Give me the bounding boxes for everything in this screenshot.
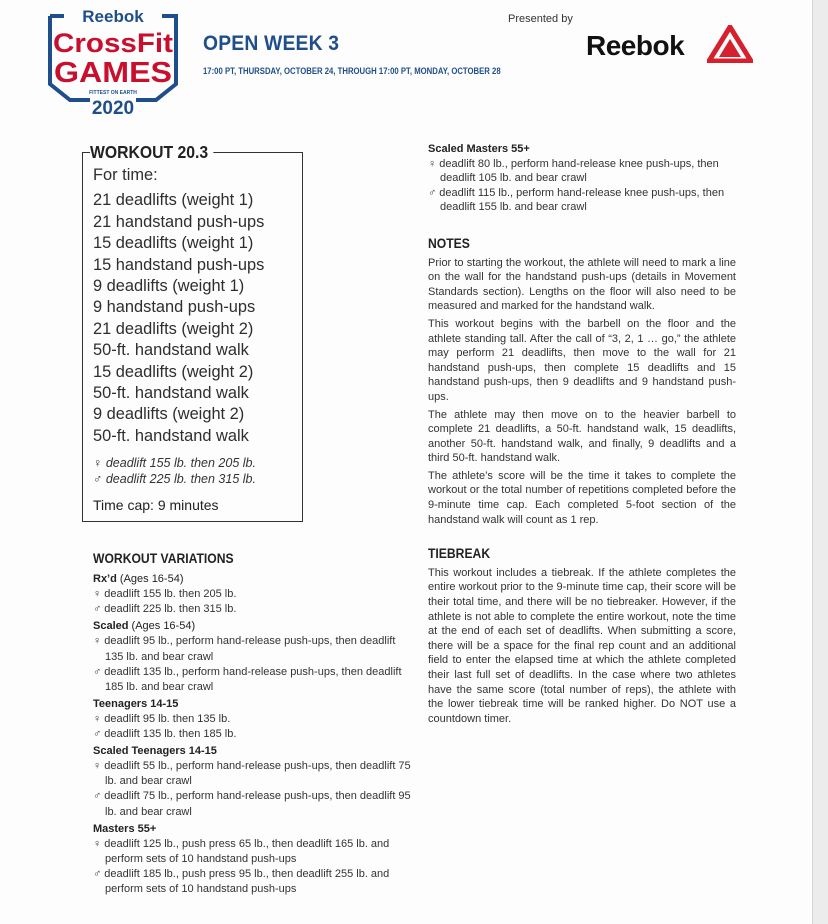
variation-heading: Masters 55+	[93, 822, 157, 835]
notes-title: NOTES	[428, 235, 470, 251]
variation-line: ♀ deadlift 80 lb., perform hand-release knee push-ups, then deadlift 105 lb. and bear crawl	[428, 157, 719, 185]
workout-line: 50-ft. handstand walk	[93, 384, 249, 403]
svg-text:Reebok: Reebok	[82, 8, 144, 26]
svg-text:2020: 2020	[91, 98, 135, 116]
svg-text:CrossFit: CrossFit	[53, 28, 173, 58]
workout-line: 21 deadlifts (weight 2)	[93, 319, 254, 338]
reebok-delta-icon	[707, 25, 753, 63]
tiebreak-title: TIEBREAK	[428, 546, 491, 562]
notes-paragraph: The athlete may then move on to the heavier barbell to complete 21 deadlifts, a 50-ft. handstand walk, 15 deadlifts, another 50-ft. handstand walk, and finally, 9 deadlifts and a third 50-ft. handstand walk.	[428, 408, 736, 465]
workout-line: 9 handstand push-ups	[93, 298, 256, 317]
workout-line: 21 handstand push-ups	[93, 212, 265, 231]
workout-line: 15 deadlifts (weight 2)	[93, 362, 254, 381]
presented-by-label: Presented by	[508, 13, 573, 25]
variation-line: ♀ deadlift 155 lb. then 205 lb.	[93, 588, 237, 601]
variations-title: WORKOUT VARIATIONS	[93, 551, 234, 566]
workout-weights	[93, 455, 256, 487]
workout-line: For time:	[93, 166, 158, 184]
workout-line: 9 deadlifts (weight 1)	[93, 277, 245, 296]
workout-line: 50-ft. handstand walk	[93, 341, 249, 360]
weight-female: ♀ deadlift 155 lb. then 205 lb.	[93, 456, 256, 470]
workout-line: 21 deadlifts (weight 1)	[93, 191, 254, 210]
crossfit-games-logo	[44, 8, 182, 116]
notes-paragraph: This workout begins with the barbell on the floor and the athlete standing tall. After the call of “3, 2, 1 … go,” the athlete may perform 21 deadlifts, then move to the wall for 21 handstand push-ups, then complete 15 deadlifts and 15 handstand push-ups, then 9 deadlifts and 9 handstand push-ups.	[428, 317, 736, 403]
workout-movements	[93, 165, 264, 447]
weight-male: ♂ deadlift 225 lb. then 315 lb.	[93, 472, 256, 486]
workout-title: WORKOUT 20.3	[90, 142, 214, 163]
variation-line: ♀ deadlift 95 lb. then 135 lb.	[93, 712, 231, 725]
variation-line: ♀ deadlift 95 lb., perform hand-release push-ups, then deadlift 135 lb. and bear crawl	[93, 635, 396, 663]
variation-line: ♀ deadlift 55 lb., perform hand-release push-ups, then deadlift 75 lb. and bear crawl	[93, 760, 411, 788]
time-cap: Time cap: 9 minutes	[93, 497, 219, 513]
variation-line: ♂ deadlift 115 lb., perform hand-release knee push-ups, then deadlift 155 lb. and bear crawl	[428, 186, 725, 214]
variation-line: ♂ deadlift 75 lb., perform hand-release push-ups, then deadlift 95 lb. and bear crawl	[93, 790, 411, 818]
workout-line: 15 handstand push-ups	[93, 255, 265, 274]
workout-variations	[93, 551, 413, 897]
tiebreak-paragraph: This workout includes a tiebreak. If the athlete completes the entire workout prior to the 9-minute time cap, their score will be their total time, and there will be no tiebreaker. However, if the athlete is not able to complete the entire workout, note the time at the end of each set of deadlifts. When submitting a score, there will be a space for the final rep count and an additional field to enter the elapsed time at which the athlete completed their last full set of deadlifts. In the case where two athletes have the same score (total number of reps), the athlete with the lower tiebreak time will be ranked higher. Do NOT use a countdown timer.	[428, 566, 736, 725]
notes-paragraph: The athlete’s score will be the time it takes to complete the workout or the total number of repetitions completed before the 9-minute time cap. Each completed 5-foot section of the handstand walk will count as 1 rep.	[428, 469, 736, 526]
workout-line: 9 deadlifts (weight 2)	[93, 405, 245, 424]
variation-line: ♀ deadlift 125 lb., push press 65 lb., then deadlift 165 lb. and perform sets of 10 handstand push-ups	[93, 837, 390, 865]
variation-heading: Rx’d (Ages 16-54)	[93, 573, 184, 586]
variation-line: ♂ deadlift 185 lb., push press 95 lb., then deadlift 255 lb. and perform sets of 10 handstand push-ups	[93, 867, 390, 895]
workout-line: 50-ft. handstand walk	[93, 426, 249, 445]
week-title: OPEN WEEK 3	[203, 32, 340, 55]
scaled-masters-heading: Scaled Masters 55+	[428, 143, 530, 155]
sponsor-wordmark: Reebok	[586, 30, 685, 61]
right-column	[428, 142, 736, 729]
variation-line: ♂ deadlift 135 lb., perform hand-release push-ups, then deadlift 185 lb. and bear crawl	[93, 665, 402, 693]
variation-heading: Teenagers 14-15	[93, 697, 179, 710]
svg-text:FITTEST ON EARTH: FITTEST ON EARTH	[89, 90, 137, 96]
variation-line: ♂ deadlift 135 lb. then 185 lb.	[93, 728, 237, 741]
variation-line: ♂ deadlift 225 lb. then 315 lb.	[93, 603, 237, 616]
svg-text:GAMES: GAMES	[54, 57, 172, 89]
workout-line: 15 deadlifts (weight 1)	[93, 234, 254, 253]
variation-heading: Scaled Teenagers 14-15	[93, 745, 217, 758]
variation-heading: Scaled (Ages 16-54)	[93, 620, 196, 633]
notes-paragraph: Prior to starting the workout, the athlete will need to mark a line on the wall for the handstand push-ups (details in Movement Standards section). Lengths on the floor will also need to be measured and marked for the handstand walk.	[428, 256, 736, 313]
week-dates: 17:00 PT, THURSDAY, OCTOBER 24, THROUGH 17:00 PT, MONDAY, OCTOBER 28	[203, 66, 501, 76]
